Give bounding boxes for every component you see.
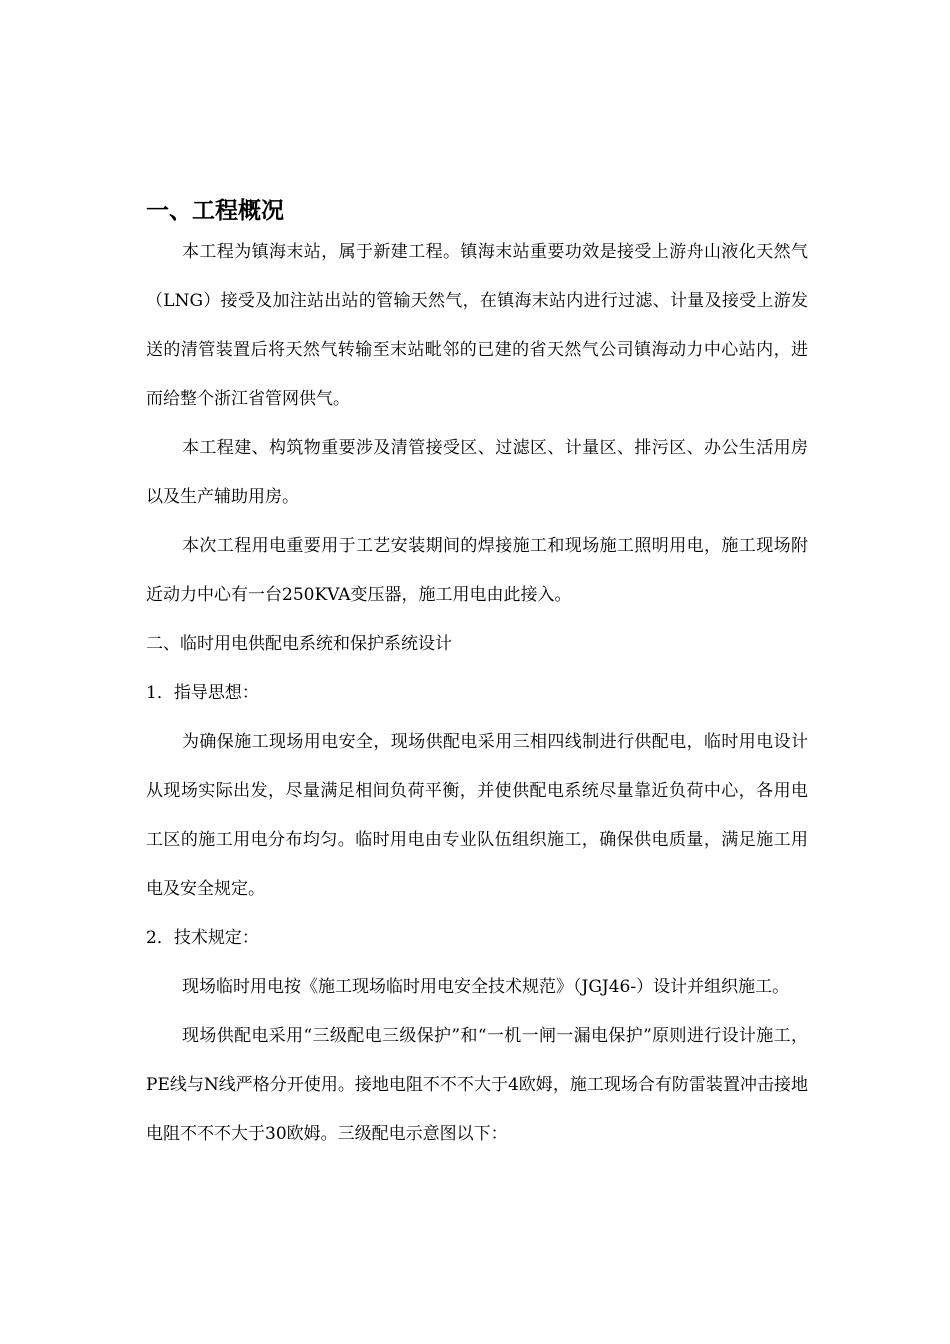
paragraph-project-overview: 本工程为镇海末站，属于新建工程。镇海末站重要功效是接受上游舟山液化天然气（LNG）接受及加注站出站的管输天然气，在镇海末站内进行过滤、计量及接受上游发送的清管装置后将天然气转输至末站毗邻的已建的省天然气公司镇海动力中心站内，进而给整个浙江省管网供气。 [146,242,808,409]
subsection-technical-rules: 2．技术规定： [146,928,259,948]
section-heading: 一、工程概况 [146,198,284,224]
paragraph-guiding-principle: 为确保施工现场用电安全，现场供配电采用三相四线制进行供配电，临时用电设计从现场实际出发，尽量满足相间负荷平衡，并使供配电系统尽量靠近负荷中心，各用电工区的施工用电分布均匀。临时用电由专业队伍组织施工，确保供电质量，满足施工用电及安全规定。 [146,732,808,899]
paragraph-three-level-distribution: 现场供配电采用“三级配电三级保护”和“一机一闸一漏电保护”原则进行设计施工，PE线与N线严格分开使用。接地电阻不不不大于4欧姆，施工现场合有防雷装置冲击接地电阻不不不大于30欧姆。三级配电示意图以下： [146,1026,808,1144]
document-body [146,228,808,1159]
paragraph-power-usage: 本次工程用电重要用于工艺安装期间的焊接施工和现场施工照明用电，施工现场附近动力中心有一台250KVA变压器，施工用电由此接入。 [146,536,808,605]
section-subheading-power-design: 二、临时用电供配电系统和保护系统设计 [146,634,452,654]
subsection-guiding-principle: 1．指导思想： [146,683,259,703]
paragraph-code-reference: 现场临时用电按《施工现场临时用电安全技术规范》（JGJ46-）设计并组织施工。 [182,977,790,997]
paragraph-structures: 本工程建、构筑物重要涉及清管接受区、过滤区、计量区、排污区、办公生活用房以及生产辅助用房。 [146,438,808,507]
